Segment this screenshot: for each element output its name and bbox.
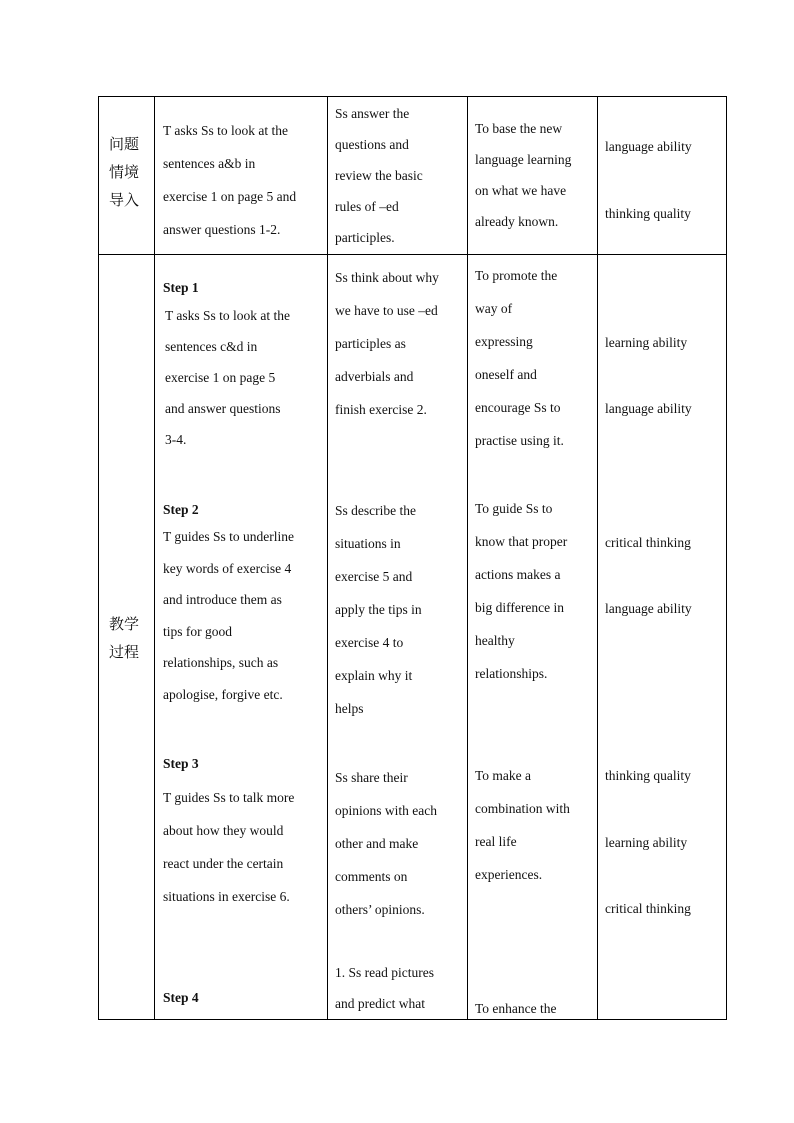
row1-ability-1: language ability xyxy=(605,139,692,154)
row1-teacher-activity: T asks Ss to look at the sentences a&b in exercise 1 on page 5 and answer questions 1-2. xyxy=(163,123,297,237)
step3-heading: Step 3 xyxy=(163,756,199,771)
step2-student-activity: Ss describe the situations in exercise 5 and apply the tips in exercise 4 to explain why it helps xyxy=(335,503,422,716)
lesson-plan-table xyxy=(98,96,727,1020)
step1-ability-2: language ability xyxy=(605,401,692,416)
step2-purpose: To guide Ss to know that proper actions makes a big difference in healthy relationships. xyxy=(475,501,568,681)
step3-ability-3: critical thinking xyxy=(605,901,691,916)
row2-stage-label: 教学 过程 xyxy=(109,615,140,661)
step1-ability-1: learning ability xyxy=(605,335,688,350)
step2-heading: Step 2 xyxy=(163,502,199,517)
step1-heading: Step 1 xyxy=(163,280,199,295)
step4-heading: Step 4 xyxy=(163,990,199,1005)
step3-ability-2: learning ability xyxy=(605,835,688,850)
step1-purpose: To promote the way of expressing oneself and encourage Ss to practise using it. xyxy=(475,268,564,448)
column-divider xyxy=(327,97,328,1019)
step3-ability-1: thinking quality xyxy=(605,768,691,783)
row1-student-activity: Ss answer the questions and review the basic rules of –ed participles. xyxy=(335,106,423,245)
column-divider xyxy=(597,97,598,1019)
step2-ability-1: critical thinking xyxy=(605,535,691,550)
row1-stage-label: 问题 情境 导入 xyxy=(109,135,140,209)
step1-teacher-activity: T asks Ss to look at the sentences c&d in exercise 1 on page 5 and answer questions 3-4. xyxy=(165,308,291,447)
step3-teacher-activity: T guides Ss to talk more about how they would react under the certain situations in exercise 6. xyxy=(163,790,295,904)
step2-ability-2: language ability xyxy=(605,601,692,616)
step4-student-activity: 1. Ss read pictures and predict what xyxy=(335,965,434,1011)
row1-ability-2: thinking quality xyxy=(605,206,691,221)
step4-purpose: To enhance the xyxy=(475,1001,557,1016)
row-divider xyxy=(99,254,726,255)
row1-purpose: To base the new language learning on what we have already known. xyxy=(475,121,572,229)
step2-teacher-activity: T guides Ss to underline key words of exercise 4 and introduce them as tips for good relationships, such as apologise, forgive etc. xyxy=(163,529,294,702)
step1-student-activity: Ss think about why we have to use –ed participles as adverbials and finish exercise 2. xyxy=(335,270,439,417)
step3-purpose: To make a combination with real life experiences. xyxy=(475,768,570,882)
column-divider xyxy=(154,97,155,1019)
step3-student-activity: Ss share their opinions with each other and make comments on others’ opinions. xyxy=(335,770,437,917)
column-divider xyxy=(467,97,468,1019)
